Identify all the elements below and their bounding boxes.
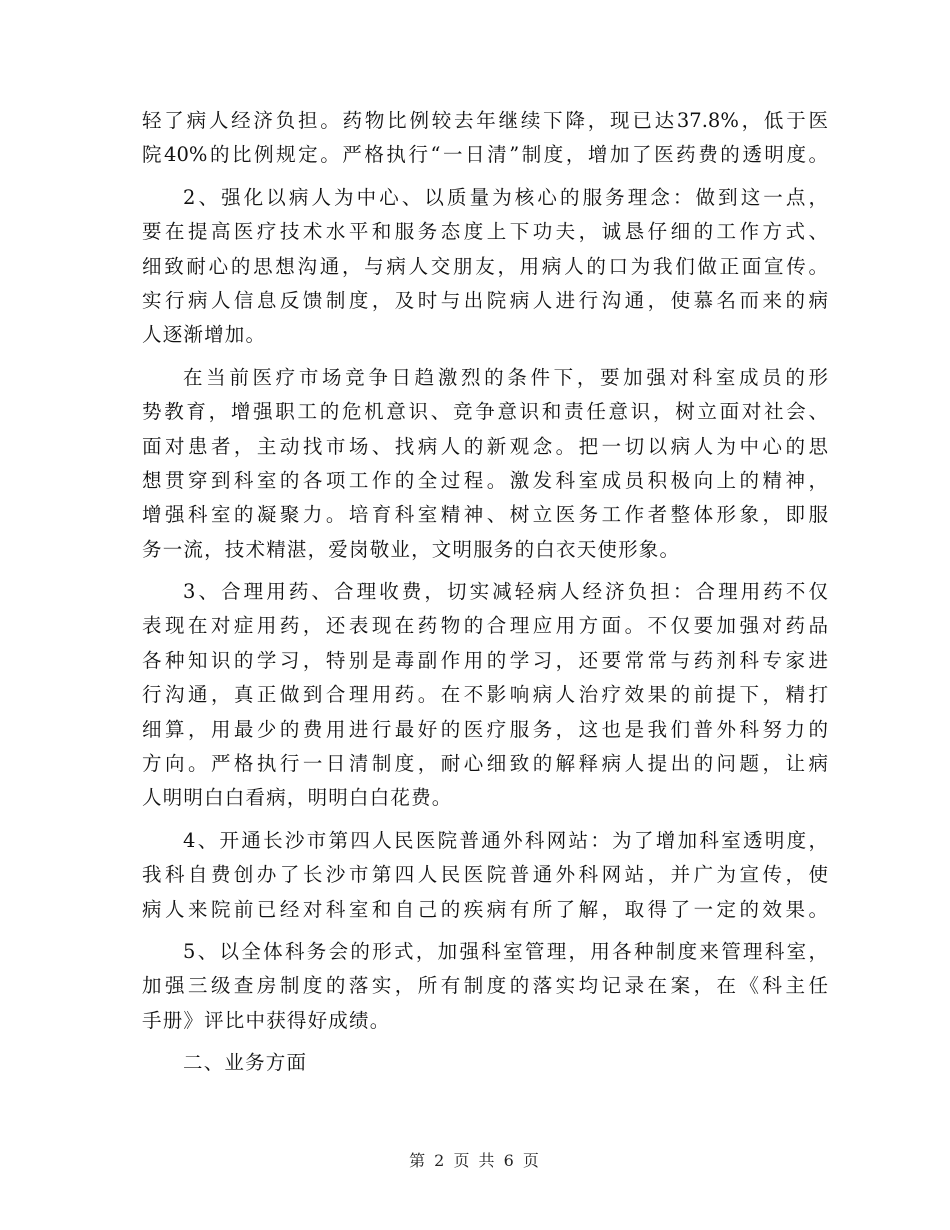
paragraph-item-5: 5、以全体科务会的形式，加强科室管理，用各种制度来管理科室，: [183, 939, 828, 963]
text-line: 细算，用最少的费用进行最好的医疗服务，这也是我们普外科努力的: [142, 717, 828, 741]
text-line: 实行病人信息反馈制度，及时与出院病人进行沟通，使慕名而来的病: [142, 288, 828, 312]
text-line: 加强三级查房制度的落实，所有制度的落实均记录在案，在《科主任: [142, 974, 828, 998]
text-line: 我科自费创办了长沙市第四人民医院普通外科网站，并广为宣传，使: [142, 863, 828, 887]
text-line: 增强科室的凝聚力。培育科室精神、树立医务工作者整体形象，即服: [142, 503, 828, 527]
text-line: 面对患者，主动找市场、找病人的新观念。把一切以病人为中心的思: [142, 434, 828, 458]
paragraph-item-4: 4、开通长沙市第四人民医院普通外科网站：为了增加科室透明度，: [183, 828, 828, 852]
text-line: 方向。严格执行一日清制度，耐心细致的解释病人提出的问题，让病: [142, 752, 828, 776]
text-line: 要在提高医疗技术水平和服务态度上下功夫，诚恳仔细的工作方式、: [142, 220, 828, 244]
paragraph-item-2: 2、强化以病人为中心、以质量为核心的服务理念：做到这一点，: [183, 185, 828, 209]
text-line: 人明明白白看病，明明白白花费。: [142, 786, 453, 810]
text-line: 细致耐心的思想沟通，与病人交朋友，用病人的口为我们做正面宣传。: [142, 254, 828, 278]
document-body: [142, 104, 828, 1081]
text-line: 轻了病人经济负担。药物比例较去年继续下降，现已达37.8%，低于医: [142, 109, 828, 132]
text-line: 务一流，技术精湛，爱岗敬业，文明服务的白衣天使形象。: [142, 537, 681, 561]
text-line: 表现在对症用药，还表现在药物的合理应用方面。不仅要加强对药品: [142, 614, 828, 638]
text-line: 各种知识的学习，特别是毒副作用的学习，还要常常与药剂科专家进: [142, 648, 828, 672]
section-heading: 二、业务方面: [183, 1051, 308, 1075]
text-line: 行沟通，真正做到合理用药。在不影响病人治疗效果的前提下，精打: [142, 683, 828, 707]
paragraph-item-3: 3、合理用药、合理收费，切实减轻病人经济负担：合理用药不仅: [183, 580, 828, 604]
text-line: 人逐渐增加。: [142, 323, 267, 347]
text-line: 院40%的比例规定。严格执行“一日清”制度，增加了医药费的透明度。: [142, 143, 828, 167]
text-line: 想贯穿到科室的各项工作的全过程。激发科室成员积极向上的精神，: [142, 468, 828, 492]
text-line: 手册》评比中获得好成绩。: [142, 1008, 391, 1032]
paragraph-start: 在当前医疗市场竞争日趋激烈的条件下，要加强对科室成员的形: [183, 365, 828, 389]
page-number: 第 2 页 共 6 页: [409, 1151, 541, 1170]
text-line: 势教育，增强职工的危机意识、竞争意识和责任意识，树立面对社会、: [142, 400, 828, 424]
text-line: 病人来院前已经对科室和自己的疾病有所了解，取得了一定的效果。: [142, 897, 828, 921]
